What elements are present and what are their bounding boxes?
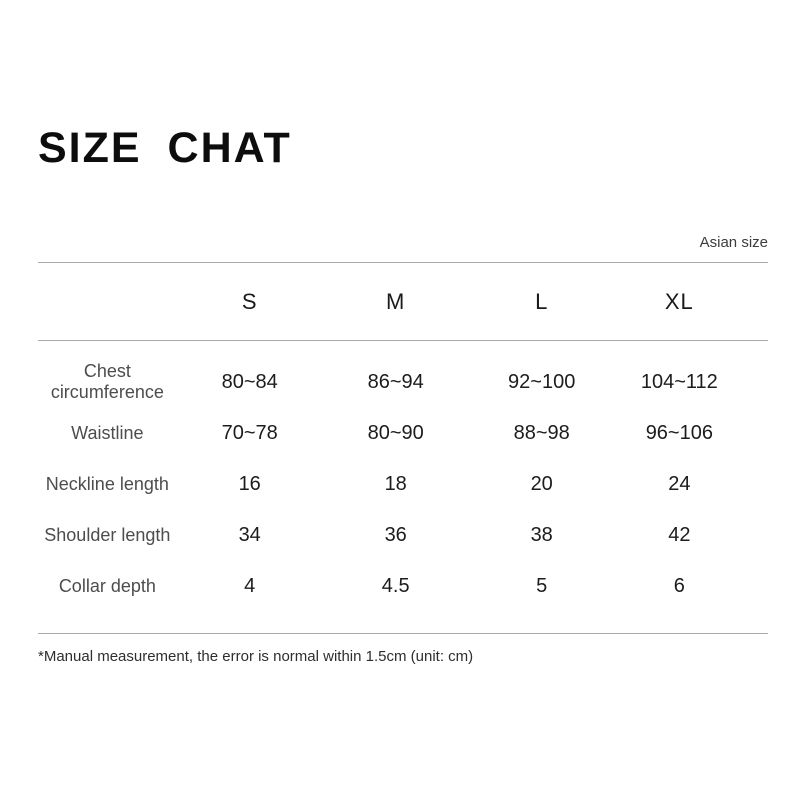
value-l: 88~98 [513,421,570,444]
value-l: 38 [530,523,553,546]
row-label: Neckline length [45,473,169,494]
value-xl: 24 [668,472,691,495]
value-l: 20 [530,472,553,495]
value-s: 70~78 [221,421,278,444]
table-row-collar-depth [38,562,768,610]
size-header-s: S [241,288,258,314]
value-m: 18 [384,472,407,495]
table-row-waistline [38,409,768,457]
table-row-chest-circumference [38,358,768,406]
region-note: Asian size [699,234,768,251]
size-header-xl: XL [664,288,694,314]
table-row-neckline-length [38,460,768,508]
size-header-l: L [535,288,549,314]
value-s: 16 [238,472,261,495]
value-m: 86~94 [367,370,424,393]
divider-bottom [38,633,768,634]
row-label: Collar depth [58,575,156,596]
size-table [38,233,768,667]
row-label: Chest circumference [50,361,164,402]
value-m: 36 [384,523,407,546]
value-xl: 6 [673,574,685,597]
value-xl: 96~106 [645,421,713,444]
value-l: 5 [536,574,548,597]
value-l: 92~100 [508,370,576,393]
value-xl: 104~112 [640,370,718,393]
value-s: 34 [238,523,261,546]
value-m: 4.5 [381,574,410,597]
row-label: Shoulder length [44,524,171,545]
page-title: SIZE CHAT [38,124,292,172]
size-header-m: M [386,288,406,314]
value-m: 80~90 [367,421,424,444]
table-row-shoulder-length [38,511,768,559]
size-header-row [38,263,768,340]
divider-header [38,340,768,341]
value-s: 4 [244,574,256,597]
footnote: *Manual measurement, the error is normal within 1.5cm (unit: cm) [38,648,474,665]
value-xl: 42 [668,523,691,546]
row-label: Waistline [71,422,144,443]
value-s: 80~84 [221,370,278,393]
